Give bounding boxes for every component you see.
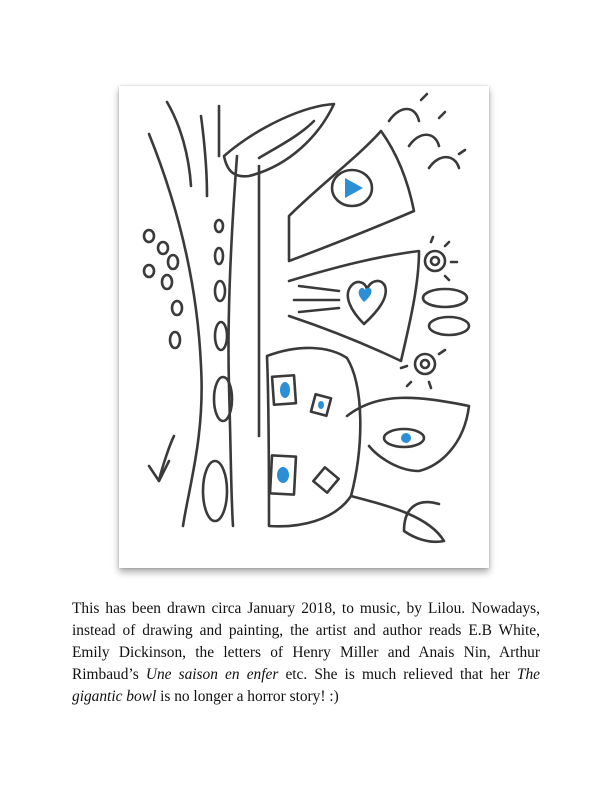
sun-bottom-inner xyxy=(421,360,429,368)
arch-1 xyxy=(389,109,419,121)
trunk-oval-2 xyxy=(215,248,223,264)
shield-panel xyxy=(267,348,360,526)
sun-top-inner xyxy=(431,257,439,265)
window-bottom-right xyxy=(313,467,338,492)
sun-bottom-rays xyxy=(401,350,445,388)
trunk-top-left-branch xyxy=(167,102,191,186)
book-title-gigantic-bowl: The gigantic bowl xyxy=(72,666,541,705)
dot-left-3 xyxy=(168,255,178,269)
dot-left-1 xyxy=(144,230,154,242)
trunk-oval-3 xyxy=(215,281,225,301)
middle-panel xyxy=(289,251,419,361)
sun-top xyxy=(425,251,445,271)
left-arrow xyxy=(149,436,174,481)
oval-right-1 xyxy=(423,289,467,307)
dot-left-7 xyxy=(170,332,180,348)
book-title-saison: Une saison en enfer xyxy=(145,666,279,683)
caption-part-2: etc. She is much relieved that her xyxy=(278,666,517,683)
tail-eye-pupil xyxy=(401,433,411,443)
sun-bottom xyxy=(415,354,435,374)
line-drawing xyxy=(119,86,489,568)
caption-part-3: is no longer a horror story! :) xyxy=(156,688,339,705)
dash-1 xyxy=(421,94,427,100)
window-dot-top-left xyxy=(280,382,290,398)
heart-icon xyxy=(359,288,372,302)
upper-panel xyxy=(289,131,414,261)
window-dot-bottom-left xyxy=(277,467,289,483)
trunk-oval-4 xyxy=(215,322,227,350)
dot-left-2 xyxy=(158,242,168,254)
panel-lines xyxy=(294,286,339,312)
trunk-right-line xyxy=(228,156,237,526)
trunk-left-line xyxy=(149,134,202,526)
trunk-oval-1 xyxy=(215,220,223,232)
play-triangle-icon xyxy=(345,178,363,198)
oval-right-2 xyxy=(429,317,469,335)
caption-part-1: This has been drawn circa January 2018, to music, by Lilou. Nowadays, instead of drawing and painting, the artist and author reads E.B White, Emily Dickinson, the letters of Henry Miller and Anais Nin, Arthur Rimbaud’s xyxy=(72,600,540,683)
dot-left-4 xyxy=(144,265,154,277)
arch-3 xyxy=(429,157,459,168)
dot-left-6 xyxy=(172,301,182,315)
dot-left-5 xyxy=(162,275,172,289)
window-dot-top-right xyxy=(318,401,324,409)
dash-3 xyxy=(459,150,465,154)
arch-2 xyxy=(409,135,439,146)
trunk-oval-6 xyxy=(203,461,227,521)
trunk-top-mid-line xyxy=(201,116,207,196)
caption-paragraph xyxy=(72,598,540,708)
dash-2 xyxy=(439,112,445,118)
heart-outline xyxy=(348,281,386,324)
tail-curl xyxy=(351,496,444,542)
leaf-top xyxy=(224,104,334,176)
drawing-frame xyxy=(119,86,489,568)
